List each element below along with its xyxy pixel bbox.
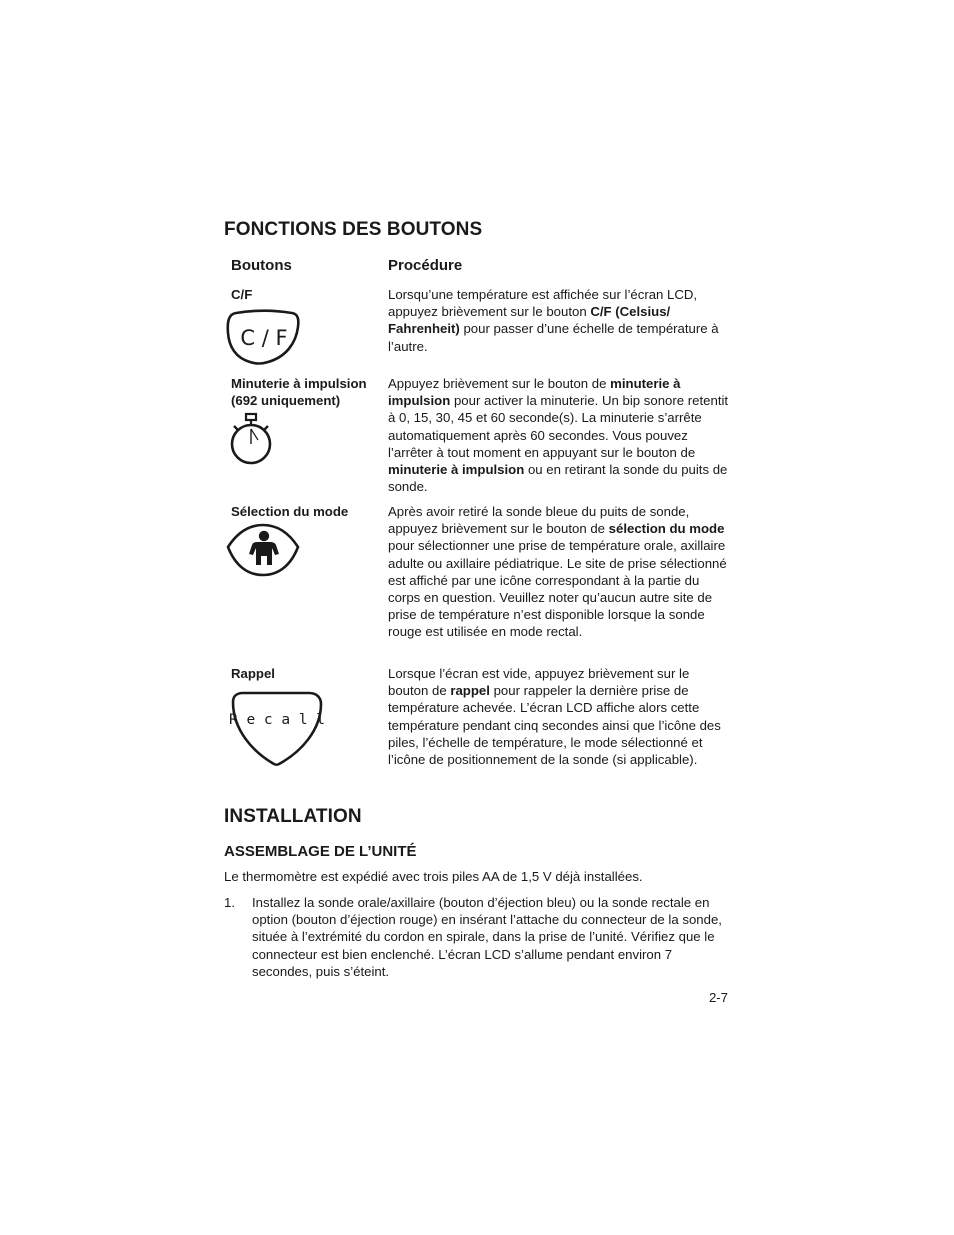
button-label-mode: Sélection du mode xyxy=(231,504,349,519)
procedure-timer xyxy=(388,375,733,495)
subsection-title-assembly: ASSEMBLAGE DE L’UNITÉ xyxy=(224,843,417,860)
procedure-cf xyxy=(388,286,733,355)
cf-icon-text: C / F xyxy=(240,326,288,350)
button-label-cf: C/F xyxy=(231,287,253,302)
bold-term: rappel xyxy=(450,683,490,699)
text-run: Lorsqu’une température est affichée sur l’écran LCD, appuyez brièvement sur le bouton xyxy=(388,287,698,320)
step-text: Installez la sonde orale/axillaire (bouton d’éjection bleu) ou la sonde rectale en option (bouton d’éjection rouge) en insérant l’attache du connecteur de la sonde, située à l’extrémité du cordon en spirale, dans la prise de l’unité. Vérifiez que le connecteur est bien enclenché. L’écran LCD s’allume pendant environ 7 secondes, puis s’éteint. xyxy=(252,895,722,979)
install-intro: Le thermomètre est expédié avec trois piles AA de 1,5 V déjà installées. xyxy=(224,869,643,884)
section-title-installation: INSTALLATION xyxy=(224,806,362,827)
step-number: 1. xyxy=(224,895,235,910)
cf-button-icon xyxy=(226,309,300,365)
bold-term: sélection du mode xyxy=(608,521,725,537)
bold-term: minuterie à impulsion xyxy=(388,376,681,409)
text-run: pour passer d’une échelle de température à l’autre. xyxy=(388,321,719,354)
column-header-procedure: Procédure xyxy=(388,257,463,274)
button-label-timer: Minuterie à impulsion (692 uniquement) xyxy=(231,376,367,408)
section-title-buttons: FONCTIONS DES BOUTONS xyxy=(224,219,483,240)
text-run: Après avoir retiré la sonde bleue du puits de sonde, appuyez brièvement sur le bouton de xyxy=(388,504,690,537)
stopwatch-icon xyxy=(228,412,274,468)
text-run: pour sélectionner une prise de température orale, axillaire adulte ou axillaire pédiatrique. Le site de prise sélectionné est affiché par une icône correspondant à la partie du corps en question. Veuillez noter qu’aucun autre site de prise de température n’est disponible lorsque la sonde rouge est utilisée en mode rectal. xyxy=(388,538,727,640)
page-number: 2-7 xyxy=(708,990,728,1005)
recall-icon-text: R e c a l l xyxy=(229,712,325,728)
text-run: Lorsque l’écran est vide, appuyez brièvement sur le bouton de xyxy=(388,666,690,699)
text-run: pour rappeler la dernière prise de température achevée. L’écran LCD affiche alors cette température pendant cinq secondes ainsi que l’icône des piles, l’échelle de température, le mode sélectionné et l’icône de positionnement de la sonde (si applicable). xyxy=(388,683,721,768)
text-run: Appuyez brièvement sur le bouton de xyxy=(388,376,611,391)
procedure-mode xyxy=(388,503,733,641)
text-run: pour activer la minuterie. Un bip sonore retentit à 0, 15, 30, 45 et 60 seconde(s). La minuterie s’arrête automatiquement après 60 secondes. Vous pouvez l’arrêter à tout moment en appuyant sur le bouton de xyxy=(388,393,729,460)
bold-term: C/F (Celsius/ Fahrenheit) xyxy=(388,304,671,337)
person-mode-icon xyxy=(225,521,301,579)
button-label-recall: Rappel xyxy=(231,666,275,681)
procedure-recall xyxy=(388,665,733,768)
bold-term: minuterie à impulsion xyxy=(388,462,525,478)
recall-button-icon xyxy=(229,690,325,770)
text-run: ou en retirant la sonde du puits de sonde. xyxy=(388,462,728,495)
column-header-buttons: Boutons xyxy=(231,257,292,274)
